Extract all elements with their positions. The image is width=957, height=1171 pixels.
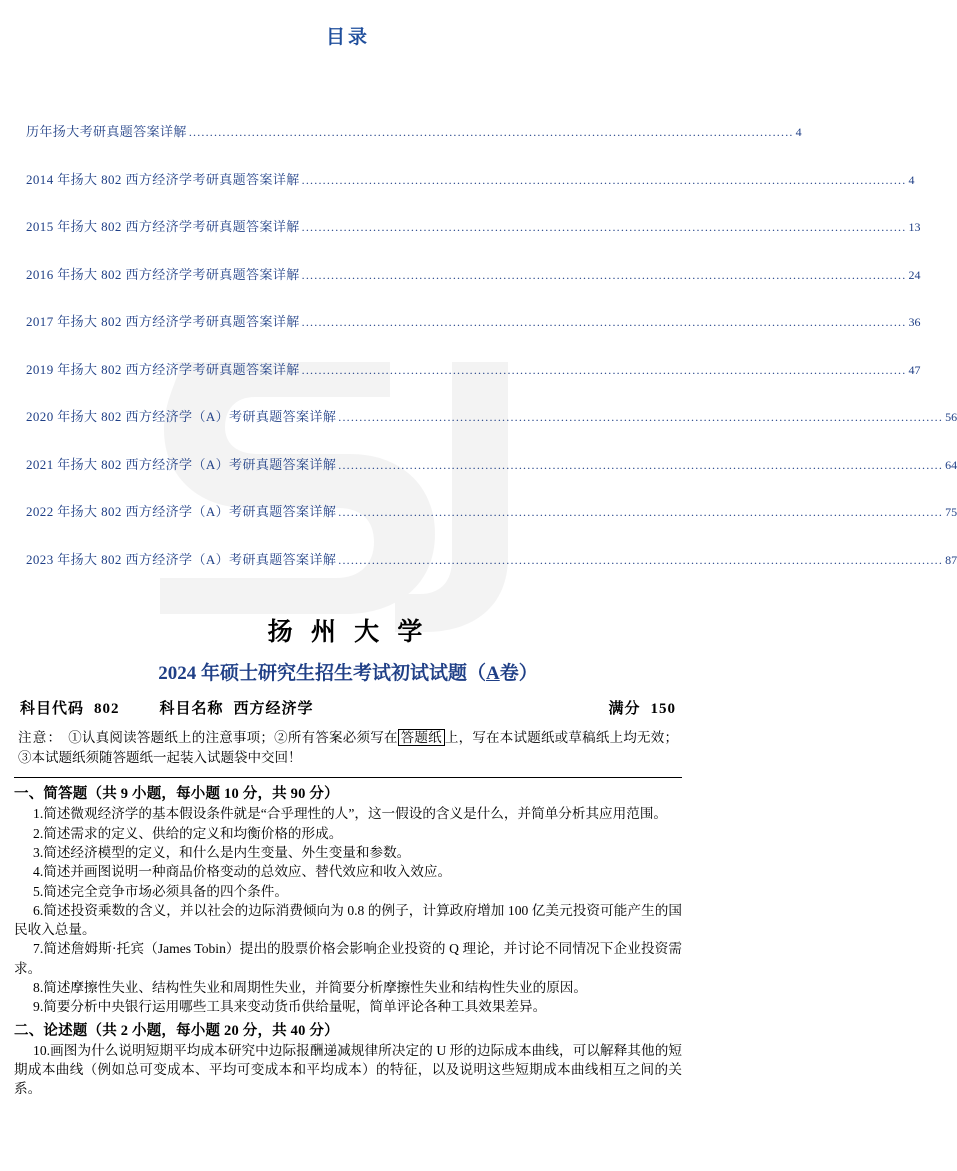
toc-entry-page: 64	[945, 457, 957, 472]
question-item: 9.简要分析中央银行运用哪些工具来变动货币供给量呢，简单评论各种工具效果差异。	[33, 999, 547, 1015]
toc-entry[interactable]	[26, 406, 957, 425]
toc-entry-label: 2016 年扬大 802 西方经济学考研真题答案详解	[26, 266, 300, 282]
toc-entry-page: 24	[908, 267, 921, 282]
toc-entry-label: 2015 年扬大 802 西方经济学考研真题答案详解	[26, 219, 300, 234]
toc-leader-dots: ................................................................................................................................................	[338, 552, 944, 567]
exam-title	[14, 658, 682, 685]
section-heading-short-answer: 一、简答题（共 9 小题，每小题 10 分，共 90 分）	[14, 786, 339, 803]
toc-entry-page: 4	[795, 125, 802, 139]
toc-leader-dots: ................................................................................................................................................	[301, 172, 907, 187]
university-name: 扬 州 大 学	[267, 618, 429, 646]
toc-entry-page: 75	[945, 505, 957, 519]
toc-leader-dots: ................................................................................................................................................	[338, 410, 944, 424]
toc-entry[interactable]	[26, 264, 921, 283]
toc-entry-page: 47	[908, 362, 921, 377]
notice-lead: 注意：	[18, 729, 63, 745]
question-item: 5.简述完全竞争市场必须具备的四个条件。	[33, 883, 288, 899]
toc-entry[interactable]	[26, 454, 957, 473]
toc-entry[interactable]	[26, 311, 921, 330]
toc-entry-page: 36	[908, 315, 921, 329]
toc-leader-dots: ................................................................................................................................................	[188, 125, 794, 139]
subject-name-value: 西方经济学	[233, 700, 314, 717]
toc-leader-dots: ................................................................................................................................................	[301, 267, 907, 282]
exam-notice	[14, 728, 682, 770]
toc-entry[interactable]	[26, 549, 957, 568]
toc-entry[interactable]	[26, 359, 921, 378]
toc-leader-dots: ................................................................................................................................................	[338, 457, 944, 472]
question-item: 4.简述并画图说明一种商品价格变动的总效应、替代效应和收入效应。	[33, 864, 452, 880]
toc-leader-dots: ................................................................................................................................................	[301, 220, 907, 234]
toc-leader-dots: ................................................................................................................................................	[301, 315, 907, 329]
toc-entry[interactable]	[26, 169, 915, 188]
question-item: 7.简述詹姆斯·托宾（James Tobin）提出的股票价格会影响企业投资的 Q 理论，并讨论不同情况下企业投资需求。	[14, 941, 682, 976]
notice-part-1: ①认真阅读答题纸上的注意事项；②所有答案必须写在	[68, 729, 398, 745]
section-heading-essay: 二、论述题（共 2 小题，每小题 20 分，共 40 分）	[14, 1022, 339, 1039]
toc-entry-page: 56	[945, 410, 957, 424]
question-item: 2.简述需求的定义、供给的定义和均衡价格的形成。	[33, 825, 343, 841]
toc-entry-label: 2017 年扬大 802 西方经济学考研真题答案详解	[26, 314, 300, 329]
toc-entry-label: 2014 年扬大 802 西方经济学考研真题答案详解	[26, 171, 300, 187]
toc-entry-page: 13	[908, 220, 921, 234]
toc-entry-page: 87	[945, 552, 957, 567]
notice-part-2: 上，写在本试题纸或草稿纸上均无效；③本试题纸须随答题纸一起装入试题袋中交回！	[18, 729, 679, 766]
divider	[14, 777, 682, 778]
question-item: 10.画图为什么说明短期平均成本研究中边际报酬递减规律所决定的 U 形的边际成本曲线，可以解释其他的短期成本曲线（例如总可变成本、平均可变成本和平均成本）的特征，以及说明这些短期成本曲线相互之间的关系。	[14, 1042, 682, 1097]
toc-entry[interactable]	[26, 121, 802, 140]
subject-name-label: 科目名称	[159, 700, 224, 717]
toc-leader-dots: ................................................................................................................................................	[301, 362, 907, 377]
document-page	[0, 22, 957, 1171]
exam-title-suffix: 卷）	[499, 662, 538, 684]
toc-entry-page: 4	[908, 172, 915, 187]
full-score-label: 满分	[608, 700, 641, 717]
toc-entry[interactable]	[26, 216, 921, 235]
toc-entry-label: 2023 年扬大 802 西方经济学（A）考研真题答案详解	[26, 551, 337, 567]
table-of-contents	[0, 22, 957, 568]
toc-entry-label: 2021 年扬大 802 西方经济学（A）考研真题答案详解	[26, 456, 337, 472]
exam-meta-row	[14, 697, 682, 718]
subject-code-label: 科目代码	[20, 700, 85, 717]
exam-paper	[0, 612, 696, 1099]
notice-boxed-term: 答题纸	[398, 729, 445, 746]
question-item: 1.简述微观经济学的基本假设条件就是“合乎理性的人”，这一假设的含义是什么，并简单分析其应用范围。	[33, 806, 668, 822]
toc-entry-label: 2022 年扬大 802 西方经济学（A）考研真题答案详解	[26, 504, 337, 519]
toc-entry-label: 2019 年扬大 802 西方经济学考研真题答案详解	[26, 361, 300, 377]
toc-entry-label: 2020 年扬大 802 西方经济学（A）考研真题答案详解	[26, 409, 337, 424]
subject-code-value: 802	[94, 700, 120, 717]
full-score-value: 150	[650, 700, 676, 717]
toc-list	[26, 121, 957, 568]
exam-title-version: A	[486, 662, 500, 684]
toc-leader-dots: ................................................................................................................................................	[338, 505, 944, 519]
question-item: 8.简述摩擦性失业、结构性失业和周期性失业，并简要分析摩擦性失业和结构性失业的原因。	[33, 980, 587, 996]
question-item: 6.简述投资乘数的含义，并以社会的边际消费倾向为 0.8 的例子，计算政府增加 100 亿美元投资可能产生的国民收入总量。	[14, 902, 682, 938]
exam-title-prefix: 2024 年硕士研究生招生考试初试试题（	[158, 662, 486, 684]
toc-entry[interactable]	[26, 501, 957, 520]
toc-entry-label: 历年扬大考研真题答案详解	[26, 124, 187, 139]
toc-title: 目录	[325, 27, 370, 48]
question-item: 3.简述经济模型的定义，和什么是内生变量、外生变量和参数。	[33, 844, 411, 860]
